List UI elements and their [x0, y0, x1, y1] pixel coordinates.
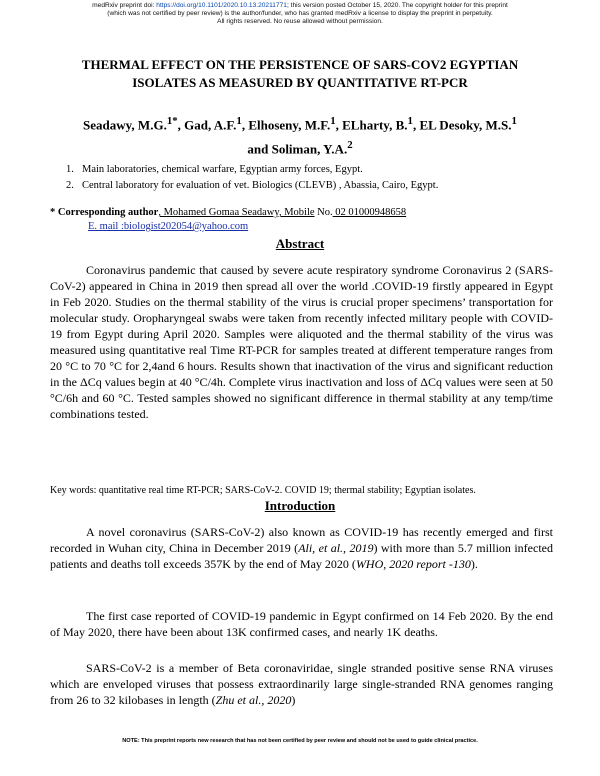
author-sup: 1 — [511, 115, 517, 127]
preprint-footer-note: NOTE: This preprint reports new research that has not been certified by peer review and should not be used to guide clinical practice. — [122, 738, 478, 744]
affiliation-item — [66, 178, 566, 194]
header-line-1 — [0, 2, 600, 10]
corresponding-author — [50, 206, 570, 234]
corresponding-label: * Corresponding author — [50, 207, 159, 218]
author-list — [50, 112, 550, 134]
abstract-text — [50, 262, 553, 422]
author-list-line-2 — [50, 136, 550, 158]
header-suffix: ; this version posted October 15, 2020. The copyright holder for this preprint — [286, 2, 508, 9]
header-line-2: (which was not certified by peer review) is the author/funder, who has granted medRxiv a license to display the preprint in perpetuity. — [107, 10, 493, 17]
email-link[interactable]: biologist202054@yahoo.com — [123, 221, 249, 232]
citation: WHO, 2020 report -130 — [355, 557, 471, 571]
author-sup: 1 — [407, 115, 413, 127]
affiliation-text: Central laboratory for evaluation of vet. Biologics (CLEVB) , Abassia, Cairo, Egypt. — [82, 180, 439, 191]
title-line-2: ISOLATES AS MEASURED BY QUANTITATIVE RT-PCR — [132, 75, 468, 90]
intro-p1-text: ) with more than 5.7 million infected patients and deaths toll exceeds 357K by the end of May 2020 ( — [50, 541, 553, 571]
intro-p1-text: ). — [470, 557, 478, 571]
author-name: , EL Desoky, M.S. — [412, 117, 512, 133]
phone-label: No. — [314, 207, 333, 218]
title-line-1: THERMAL EFFECT ON THE PERSISTENCE OF SARS-COV2 EGYPTIAN — [81, 57, 519, 72]
keywords: Key words: quantitative real time RT-PCR; SARS-CoV-2. COVID 19; thermal stability; Egyptian isolates. — [50, 485, 476, 496]
phone-number: 02 01000948658 — [332, 207, 407, 218]
affiliation-text: Main laboratories, chemical warfare, Egyptian army forces, Egypt. — [82, 164, 363, 175]
header-prefix: medRxiv preprint doi: — [92, 2, 157, 9]
corresponding-name: , Mohamed Gomaa Seadawy, Mobile — [158, 207, 315, 218]
doi-link[interactable]: https://doi.org/10.1101/2020.10.13.20211771 — [156, 2, 287, 9]
affiliation-number: 1. — [66, 164, 74, 175]
intro-p2-text: The first case reported of COVID-19 pandemic in Egypt confirmed on 14 Feb 2020. By the end of May 2020, there have been about 13K confirmed cases, and nearly 1K deaths. — [50, 609, 553, 639]
intro-p3-text: ) — [291, 693, 296, 707]
citation: Ali, et al., 2019 — [298, 541, 374, 555]
author-name: , Elhoseny, M.F. — [241, 117, 331, 133]
header-line-3: All rights reserved. No reuse allowed without permission. — [217, 18, 383, 25]
author-sup: 1* — [166, 115, 178, 127]
author-name: and Soliman, Y.A. — [247, 141, 348, 157]
author-sup: 2 — [347, 139, 353, 151]
author-sup: 1 — [330, 115, 336, 127]
affiliation-item — [66, 162, 566, 178]
affiliations — [66, 162, 566, 194]
affiliation-number: 2. — [66, 180, 74, 191]
intro-paragraph-1 — [50, 524, 553, 572]
citation: Zhu et al., 2020 — [215, 693, 292, 707]
corresponding-line-1 — [50, 206, 570, 220]
intro-paragraph-3 — [50, 660, 553, 708]
corresponding-line-2 — [50, 220, 570, 234]
intro-p1-text: A novel coronavirus (SARS-CoV-2) also known as COVID-19 has recently emerged and first recorded in Wuhan city, China in December 2019 ( — [50, 525, 553, 555]
author-name: , Gad, A.F. — [177, 117, 237, 133]
preprint-header — [0, 2, 600, 26]
email-label: E. mail : — [88, 221, 124, 232]
paper-title — [50, 56, 550, 92]
abstract-body: Coronavirus pandemic that caused by severe acute respiratory syndrome Coronavirus 2 (SARS-CoV-2) appeared in China in 2019 then spread all over the world .COVID-19 firstly appeared in Egypt in Feb 2020. Studies on the thermal stability of the virus is crucial proper specimens’ transportation for molecular study. Oropharyngeal swabs were taken from recently infected military people with COVID-19 from Egypt during April 2020. Samples were aliquoted and the thermal stability of the virus was measured using quantitative real Time RT-PCR for samples treated at different temperature ranges from 20 °C to 70 °C for 2,4and 6 hours. Results shown that inactivation of the virus and significant reduction in the ΔCq values begin at 40 °C/4h. Complete virus inactivation and loss of ΔCq values were seen at 50 °C/6h and 60 °C. Tested samples showed no significant difference in thermal stability at any temp/time combinations tested. — [50, 263, 553, 421]
abstract-heading: Abstract — [275, 236, 325, 251]
introduction-heading: Introduction — [264, 498, 336, 513]
intro-paragraph-2 — [50, 608, 553, 640]
intro-p3-text: SARS-CoV-2 is a member of Beta coronaviridae, single stranded positive sense RNA viruses which are enveloped viruses that possess extraordinarily large single-stranded RNA genomes ranging from 26 to 32 kilobases in length ( — [50, 661, 553, 707]
author-name: Seadawy, M.G. — [83, 117, 167, 133]
author-name: , ELharty, B. — [335, 117, 408, 133]
author-sup: 1 — [236, 115, 242, 127]
